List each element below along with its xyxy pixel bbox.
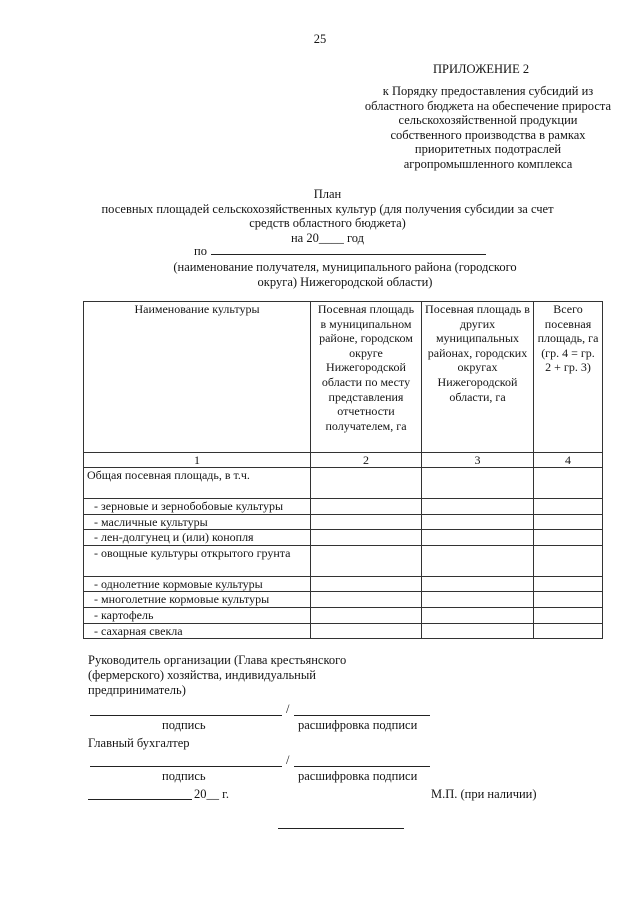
date-line[interactable] <box>88 799 192 800</box>
value-cell[interactable] <box>311 576 422 592</box>
row-label: - зерновые и зернобобовые культуры <box>84 499 311 515</box>
head-signature-line[interactable] <box>90 715 282 716</box>
stamp-note: М.П. (при наличии) <box>431 787 537 801</box>
plan-heading: План <box>313 187 342 201</box>
value-cell[interactable] <box>311 545 422 576</box>
value-cell[interactable] <box>534 468 603 499</box>
signature-separator: / <box>286 753 290 767</box>
value-cell[interactable] <box>311 623 422 639</box>
recipient-line <box>194 244 486 259</box>
plan-heading-block <box>90 187 565 245</box>
table-row <box>84 592 603 608</box>
value-cell[interactable] <box>311 468 422 499</box>
head-decode-line[interactable] <box>294 715 430 716</box>
row-label: Общая посевная площадь, в т.ч. <box>84 468 311 499</box>
row-label: - сахарная свекла <box>84 623 311 639</box>
value-cell[interactable] <box>311 514 422 530</box>
value-cell[interactable] <box>422 530 534 546</box>
column-number: 4 <box>534 453 603 468</box>
table-row <box>84 499 603 515</box>
recipient-blank[interactable] <box>211 244 486 255</box>
value-cell[interactable] <box>311 592 422 608</box>
value-cell[interactable] <box>534 623 603 639</box>
header-local-area: Посевная площадь в муниципальном районе, городском округе Нижегородской области по месту представления отчетности получателем, га <box>311 302 422 453</box>
plan-subheading: посевных площадей сельскохозяйственных культур (для получения субсидии за счет средств областного бюджета) <box>101 201 554 230</box>
table-row <box>84 623 603 639</box>
value-cell[interactable] <box>422 514 534 530</box>
table-row <box>84 514 603 530</box>
header-crop-name: Наименование культуры <box>84 302 311 453</box>
value-cell[interactable] <box>422 499 534 515</box>
header-total-area: Всего посевная площадь, га (гр. 4 = гр. 2 + гр. 3) <box>534 302 603 453</box>
bottom-divider <box>278 828 404 829</box>
appendix-title: ПРИЛОЖЕНИЕ 2 <box>433 62 530 76</box>
row-label: - овощные культуры открытого грунта <box>84 545 311 576</box>
column-number: 1 <box>84 453 311 468</box>
plan-year-line: на 20____ год <box>290 230 365 245</box>
value-cell[interactable] <box>534 607 603 623</box>
table-row <box>84 530 603 546</box>
accountant-decode-line[interactable] <box>294 766 430 767</box>
header-other-area: Посевная площадь в других муниципальных районах, городских округах Нижегородской области, га <box>422 302 534 453</box>
appendix-description: к Порядку предоставления субсидий из областного бюджета на обеспечение прироста сельскохозяйственной продукции собственного производства в рамках приоритетных подотраслей агропромышленного комплекса <box>364 84 612 171</box>
po-label: по <box>194 244 207 258</box>
row-label: - однолетние кормовые культуры <box>84 576 311 592</box>
table-row <box>84 545 603 576</box>
sowing-area-table <box>83 301 603 639</box>
value-cell[interactable] <box>422 623 534 639</box>
column-number-row <box>84 453 603 468</box>
row-label: - многолетние кормовые культуры <box>84 592 311 608</box>
column-number: 2 <box>311 453 422 468</box>
value-cell[interactable] <box>534 592 603 608</box>
table-row <box>84 468 603 499</box>
decode-label: расшифровка подписи <box>298 718 418 732</box>
value-cell[interactable] <box>422 576 534 592</box>
value-cell[interactable] <box>534 576 603 592</box>
row-label: - лен-долгунец и (или) конопля <box>84 530 311 546</box>
accountant-title: Главный бухгалтер <box>88 736 190 750</box>
head-title: Руководитель организации (Глава крестьянского (фермерского) хозяйства, индивидуальный предприниматель) <box>88 653 347 697</box>
column-number: 3 <box>422 453 534 468</box>
table-row <box>84 576 603 592</box>
value-cell[interactable] <box>311 530 422 546</box>
date-year-suffix: 20__ г. <box>194 787 229 801</box>
value-cell[interactable] <box>311 607 422 623</box>
value-cell[interactable] <box>422 545 534 576</box>
signature-label: подпись <box>162 769 206 783</box>
page-number: 25 <box>313 32 327 46</box>
row-label: - картофель <box>84 607 311 623</box>
value-cell[interactable] <box>534 530 603 546</box>
value-cell[interactable] <box>534 514 603 530</box>
value-cell[interactable] <box>534 545 603 576</box>
value-cell[interactable] <box>311 499 422 515</box>
row-label: - масличные культуры <box>84 514 311 530</box>
recipient-caption: (наименование получателя, муниципального района (городского округа) Нижегородской области) <box>173 260 517 289</box>
decode-label: расшифровка подписи <box>298 769 418 783</box>
signature-separator: / <box>286 702 290 716</box>
signature-label: подпись <box>162 718 206 732</box>
table-row <box>84 607 603 623</box>
table-header-row <box>84 302 603 453</box>
accountant-signature-line[interactable] <box>90 766 282 767</box>
value-cell[interactable] <box>422 592 534 608</box>
value-cell[interactable] <box>422 468 534 499</box>
value-cell[interactable] <box>534 499 603 515</box>
value-cell[interactable] <box>422 607 534 623</box>
